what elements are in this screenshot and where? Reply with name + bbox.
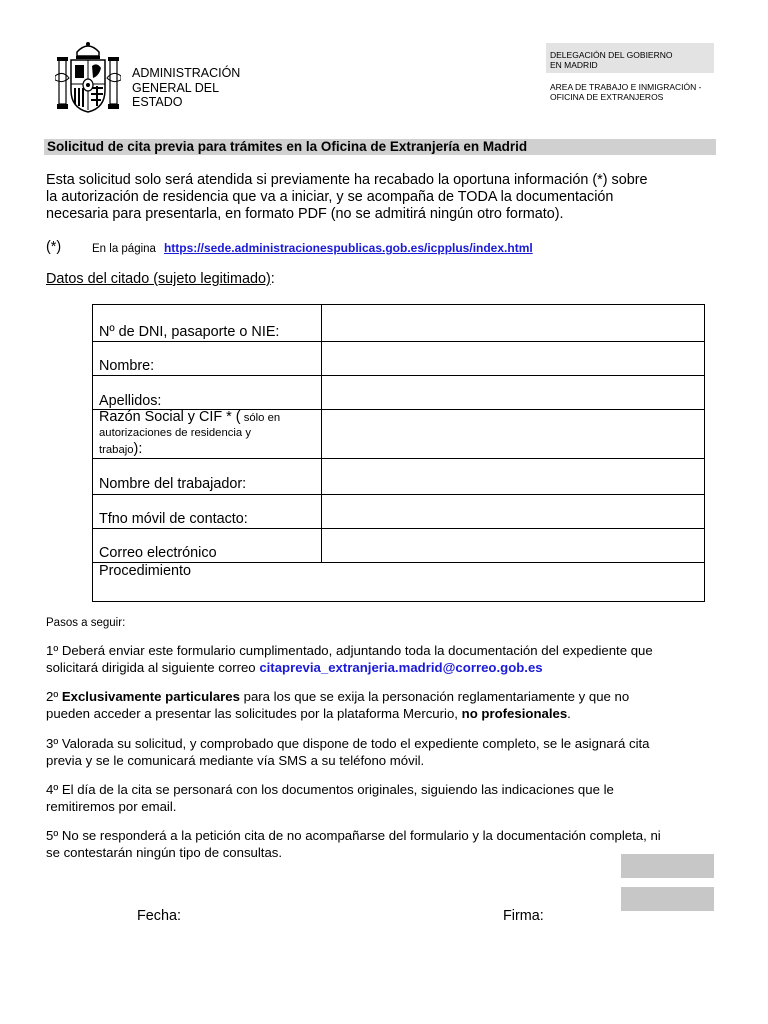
office-stamp-box	[621, 887, 714, 911]
office-stamp-box	[621, 854, 714, 878]
apellidos-label: Apellidos:	[99, 393, 162, 409]
movil-label: Tfno móvil de contacto:	[99, 511, 248, 527]
step-4	[46, 782, 726, 815]
step-3	[46, 736, 726, 769]
razon-social-label	[99, 409, 280, 426]
area-line: AREA DE TRABAJO E INMIGRACIÓN -	[550, 82, 702, 92]
agency-line: GENERAL DEL	[132, 80, 220, 95]
razon-social-field[interactable]	[322, 410, 704, 458]
trabajador-label: Nombre del trabajador:	[99, 476, 247, 492]
step-text: 2º	[46, 689, 62, 704]
step-text: solicitará dirigida al siguiente correo	[46, 659, 260, 675]
razon-close: ):	[133, 441, 143, 457]
delegation-box	[546, 43, 714, 73]
note-text: En la página	[92, 243, 156, 255]
dni-field[interactable]	[322, 305, 704, 341]
data-section-heading	[46, 271, 275, 287]
contact-email[interactable]: citaprevia_extranjeria.madrid@correo.gob.es	[259, 659, 543, 675]
intro-line: necesaria para presentarla, en formato PDF (no se admitirá ningún otro formato).	[46, 206, 564, 222]
date-label: Fecha:	[137, 908, 181, 924]
procedimiento-field[interactable]	[253, 563, 703, 601]
razon-note-end	[99, 441, 142, 458]
agency-line: ADMINISTRACIÓN	[132, 66, 241, 80]
agency-line: ESTADO	[132, 95, 183, 109]
delegation-line: DELEGACIÓN DEL GOBIERNO	[550, 50, 673, 60]
step-1	[46, 643, 726, 676]
step-line: 5º No se responderá a la petición cita de no acompañarse del formulario y la documentación completa, ni	[46, 828, 661, 843]
intro-paragraph	[46, 172, 718, 223]
step-text: .	[567, 705, 571, 721]
step-line: remitiremos por email.	[46, 798, 177, 814]
step-emphasis: no profesionales	[461, 705, 568, 721]
area-line: OFICINA DE EXTRANJEROS	[550, 92, 664, 102]
apellidos-field[interactable]	[322, 376, 704, 409]
step-line: se contestarán ningún tipo de consultas.	[46, 844, 283, 860]
note-marker: (*)	[46, 239, 62, 255]
step-text: pueden acceder a presentar las solicitudes por la plataforma Mercurio,	[46, 705, 462, 721]
dni-label: Nº de DNI, pasaporte o NIE:	[99, 324, 280, 340]
intro-line: la autorización de residencia que va a iniciar, y se acompaña de TODA la documentación	[46, 189, 614, 205]
step-2	[46, 689, 726, 722]
agency-name	[132, 66, 240, 110]
step-line	[46, 689, 726, 706]
trabajador-field[interactable]	[322, 459, 704, 494]
step-line	[46, 660, 726, 677]
nombre-field[interactable]	[322, 342, 704, 375]
step-line: 3º Valorada su solicitud, y comprobado que dispone de todo el expediente completo, se le asignará cita	[46, 736, 650, 751]
coat-of-arms-logo	[55, 40, 121, 116]
procedimiento-label: Procedimiento	[99, 563, 191, 579]
step-line: previa y se le comunicará mediante vía SMS a su teléfono móvil.	[46, 752, 425, 768]
steps-heading: Pasos a seguir:	[46, 617, 126, 629]
step-line: 4º El día de la cita se personará con los documentos originales, siguiendo las indicaciones que le	[46, 782, 614, 797]
area-label	[550, 82, 701, 102]
step-line	[46, 706, 726, 723]
nombre-label: Nombre:	[99, 358, 155, 374]
step-emphasis: Exclusivamente particulares	[61, 689, 240, 704]
step-text: para los que se exija la personación reglamentariamente y que no	[239, 689, 630, 704]
movil-field[interactable]	[322, 495, 704, 528]
delegation-line: EN MADRID	[550, 60, 598, 70]
razon-note-line: autorizaciones de residencia y	[99, 427, 251, 439]
data-heading-text: Datos del citado (sujeto legitimado)	[46, 271, 271, 287]
correo-label: Correo electrónico	[99, 545, 217, 561]
document-title: Solicitud de cita previa para trámites en la Oficina de Extranjería en Madrid	[44, 139, 716, 155]
step-line: 1º Deberá enviar este formulario cumplimentado, adjuntando toda la documentación del expediente que	[46, 643, 653, 658]
intro-line: Esta solicitud solo será atendida si previamente ha recabado la oportuna información (*) sobre	[46, 172, 648, 188]
applicant-data-table	[92, 304, 705, 602]
correo-field[interactable]	[322, 529, 704, 562]
note-line	[92, 241, 533, 255]
razon-note: trabajo	[99, 444, 134, 456]
razon-note: sólo en	[240, 412, 281, 424]
data-heading-suffix: :	[270, 271, 275, 287]
sede-link[interactable]: https://sede.administracionespublicas.gob.es/icpplus/index.html	[163, 241, 533, 255]
razon-main: Razón Social y CIF * (	[99, 409, 241, 425]
signature-label: Firma:	[503, 908, 544, 924]
